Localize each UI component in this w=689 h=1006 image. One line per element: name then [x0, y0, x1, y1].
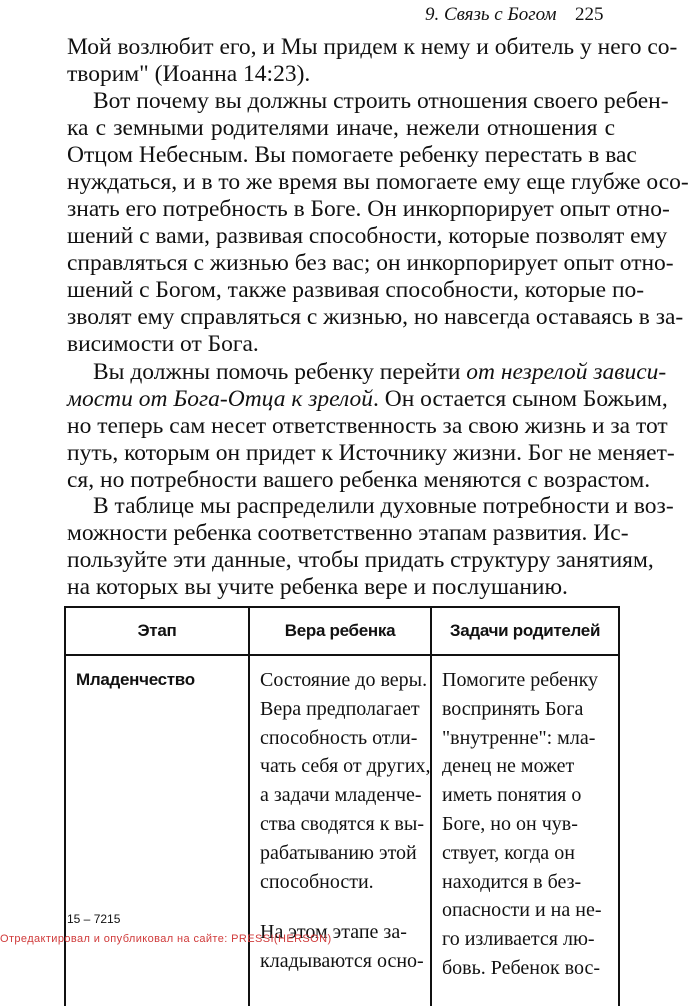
cell-text-line: иметь понятия о [442, 784, 582, 807]
text-line: путь, которым он придет к Источнику жизни. Бог не меняет- [67, 440, 675, 466]
text-line: Вот почему вы должны строить отношения своего ребен- [93, 88, 669, 114]
table-row [65, 655, 619, 1006]
text-line: ся, но потребности вашего ребенка меняются с возрастом. [67, 467, 651, 493]
text-line: но теперь сам несет ответственность за свою жизнь и за тот [67, 413, 668, 439]
text-line [67, 359, 667, 386]
text-line: шений с Богом, также развивая способности, которые по- [67, 277, 645, 303]
cell-text-line: бовь. Ребенок вос- [442, 956, 601, 979]
text-line: творим" (Иоанна 14:23). [67, 61, 311, 87]
cell-text-line: находится в без- [442, 870, 582, 893]
cell-text-line: Вера предполагает [260, 697, 420, 720]
text-span: . Он остается сыном Божьим, [373, 386, 668, 412]
text-span: Вы должны помочь ребенку перейти [93, 359, 467, 385]
cell-text-line: воспринять Бога [442, 697, 584, 720]
text-line: шений с вами, развивая способности, которые позволят ему [67, 223, 668, 249]
text-line: Отцом Небесным. Вы помогаете ребенку перестать в вас [67, 142, 637, 168]
stages-table [64, 606, 620, 1006]
faith-cell [249, 655, 431, 1006]
cell-text-line: денец не может [442, 755, 575, 778]
stage-cell [65, 655, 249, 1006]
cell-text-line: На этом этапе за- [260, 921, 407, 944]
cell-text-line: а задачи младенче- [260, 784, 422, 807]
chapter-title: 9. Связь с Богом [425, 4, 557, 25]
cell-text-line: го изливается лю- [442, 928, 595, 951]
text-line: справляться с жизнью без вас; он инкорпорирует опыт отно- [67, 250, 674, 276]
running-header [0, 4, 620, 30]
cell-text-line: Помогите ребенку [442, 669, 599, 691]
column-header-parent-tasks: Задачи родителей [431, 607, 619, 655]
column-header-faith: Вера ребенка [249, 607, 431, 655]
stage-name: Младенчество [76, 670, 195, 689]
text-line [67, 386, 668, 413]
cell-text-line: способность отли- [260, 726, 418, 749]
text-line: зволят ему справляться с жизнью, но навсегда оставаясь в за- [67, 304, 684, 330]
cell-text-line: опасности и на не- [442, 899, 602, 922]
cell-text-line: способности. [260, 870, 374, 893]
page-number: 225 [575, 4, 604, 25]
text-line: нуждаться, и в то же время вы помогаете ему еще глубже осо- [67, 169, 689, 195]
italic-phrase: мости от Бога-Отца к зрелой [67, 386, 373, 412]
text-line: знать его потребность в Боге. Он инкорпорирует опыт отно- [67, 196, 670, 222]
text-line: висимости от Бога. [67, 331, 259, 357]
text-line: на которых вы учите ребенка вере и послушанию. [67, 574, 568, 600]
cell-text-line: ства сводятся к вы- [260, 812, 424, 835]
cell-text-line: Боге, но он чув- [442, 812, 578, 835]
text-line: ка с земными родителями иначе, нежели отношения с [67, 115, 615, 141]
cell-text-line: чать себя от других, [260, 755, 431, 778]
cell-text-line: Состояние до веры. [260, 669, 428, 691]
cell-text-line: кладываются осно- [260, 950, 424, 973]
cell-text-line: рабатыванию этой [260, 841, 417, 864]
text-line: пользуйте эти данные, чтобы придать структуру занятиям, [67, 547, 654, 573]
cell-text-line: "внутренне": мла- [442, 726, 596, 749]
signature-code: 15 – 7215 [67, 912, 121, 926]
column-header-stage: Этап [65, 607, 249, 655]
italic-phrase: от незрелой зависи- [466, 359, 667, 385]
cell-text-line: ствует, когда он [442, 841, 575, 864]
text-line: Мой возлюбит его, и Мы придем к нему и обитель у него со- [67, 34, 678, 60]
paragraph-gap [260, 896, 420, 918]
text-line: В таблице мы распределили духовные потребности и воз- [93, 493, 674, 519]
publisher-credit: Отредактировал и опубликовал на сайте: PRESSI(HERSON) [0, 933, 332, 945]
table-header-row [65, 607, 619, 655]
text-line: можности ребенка соответственно этапам развития. Ис- [67, 520, 629, 546]
parent-tasks-cell [431, 655, 619, 1006]
